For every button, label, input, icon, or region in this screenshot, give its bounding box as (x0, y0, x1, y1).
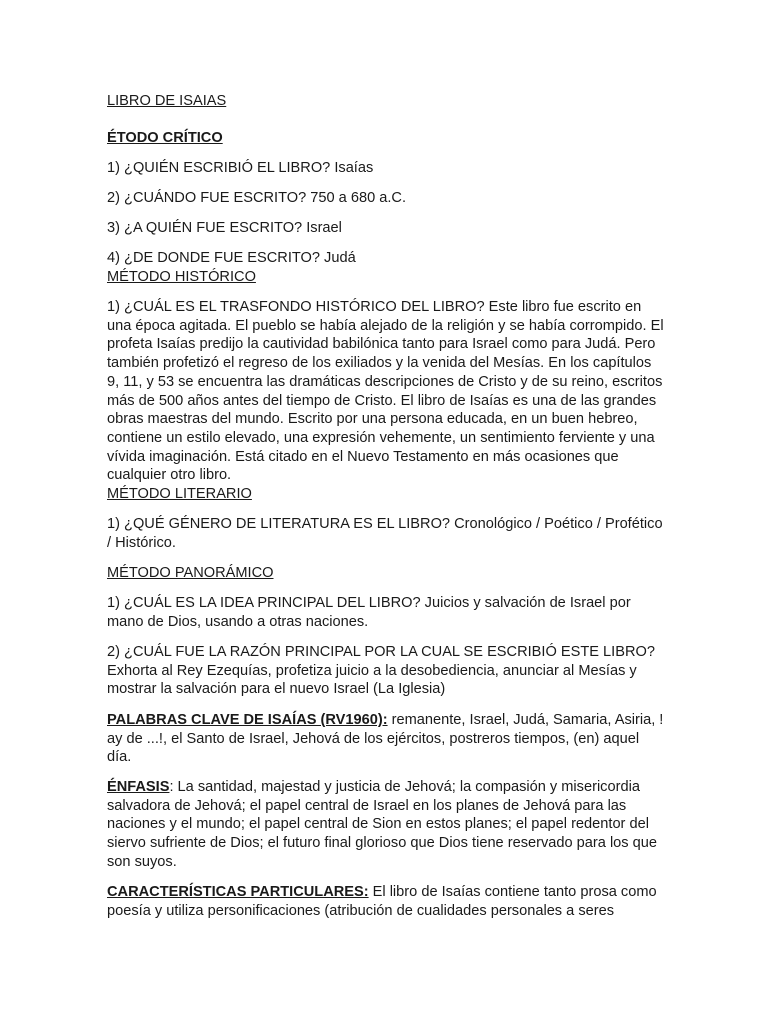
critico-question-3: 3) ¿A QUIÉN FUE ESCRITO? Israel (107, 220, 342, 236)
caracteristicas-text: El libro de Isaías contiene tanto prosa como poesía y utiliza personificaciones (atribución de cualidades personales a seres (107, 884, 657, 919)
historico-question-1: 1) ¿CUÁL ES EL TRASFONDO HISTÓRICO DEL LIBRO? Este libro fue escrito en una época agitada. El pueblo se había alejado de la religión y se había corrompido. El profeta Isaías predijo la cautividad babilónica tanto para Israel como para Judá. Pero también profetizó el regreso de los exiliados y la venida del Mesías. En los capítulos 9, 11, y 53 se encuentra las dramáticas descripciones de Cristo y de su reino, escritos más de 500 años antes del tiempo de Cristo. El libro de Isaías es una de las grandes obras maestras del mundo. Escrito por una persona educada, en un buen hebreo, contiene un estilo elevado, una expresión vehemente, un sentimiento ferviente y una vívida imaginación. Está citado en el Nuevo Testamento en más ocasiones que cualquier otro libro. (107, 299, 664, 484)
panoramico-question-2: 2) ¿CUÁL FUE LA RAZÓN PRINCIPAL POR LA CUAL SE ESCRIBIÓ ESTE LIBRO? Exhorta al Rey Ezequías, profetiza juicio a la desobediencia, anunciar al Mesías y mostrar la salvación para el nuevo Israel (La Iglesia) (107, 644, 655, 698)
enfasis-paragraph (107, 778, 667, 872)
document-title: LIBRO DE ISAIAS (107, 93, 227, 109)
enfasis-text: : La santidad, majestad y justicia de Jehová; la compasión y misericordia salvadora de Jehová; el papel central de Israel en los planes de Jehová para las naciones y el mundo; el papel central de Sion en estos planes; el papel redentor del siervo sufriente de Dios; el futuro final glorioso que Dios tiene reservado para los que son suyos. (107, 779, 658, 870)
literario-question-1: 1) ¿QUÉ GÉNERO DE LITERATURA ES EL LIBRO? Cronológico / Poético / Profético / Histórico. (107, 516, 663, 551)
palabras-clave-paragraph (107, 711, 667, 767)
section-heading-critico: ÉTODO CRÍTICO (107, 130, 223, 146)
critico-question-1: 1) ¿QUIÉN ESCRIBIÓ EL LIBRO? Isaías (107, 160, 374, 176)
enfasis-label: ÉNFASIS (107, 779, 170, 795)
palabras-clave-text: remanente, Israel, Judá, Samaria, Asiria, ! ay de ...!, el Santo de Israel, Jehová de los ejércitos, postreros tiempos, (en) aquel día. (107, 712, 664, 766)
critico-question-2: 2) ¿CUÁNDO FUE ESCRITO? 750 a 680 a.C. (107, 190, 407, 206)
critico-question-4: 4) ¿DE DONDE FUE ESCRITO? Judá (107, 250, 356, 266)
caracteristicas-paragraph (107, 883, 667, 920)
section-heading-historico: MÉTODO HISTÓRICO (107, 269, 256, 285)
section-heading-literario: MÉTODO LITERARIO (107, 486, 252, 502)
section-heading-panoramico: MÉTODO PANORÁMICO (107, 565, 274, 581)
palabras-clave-label: PALABRAS CLAVE DE ISAÍAS (RV1960): (107, 712, 388, 728)
panoramico-question-1: 1) ¿CUÁL ES LA IDEA PRINCIPAL DEL LIBRO? Juicios y salvación de Israel por mano de Dios, usando a otras naciones. (107, 595, 631, 630)
caracteristicas-label: CARACTERÍSTICAS PARTICULARES: (107, 884, 369, 900)
